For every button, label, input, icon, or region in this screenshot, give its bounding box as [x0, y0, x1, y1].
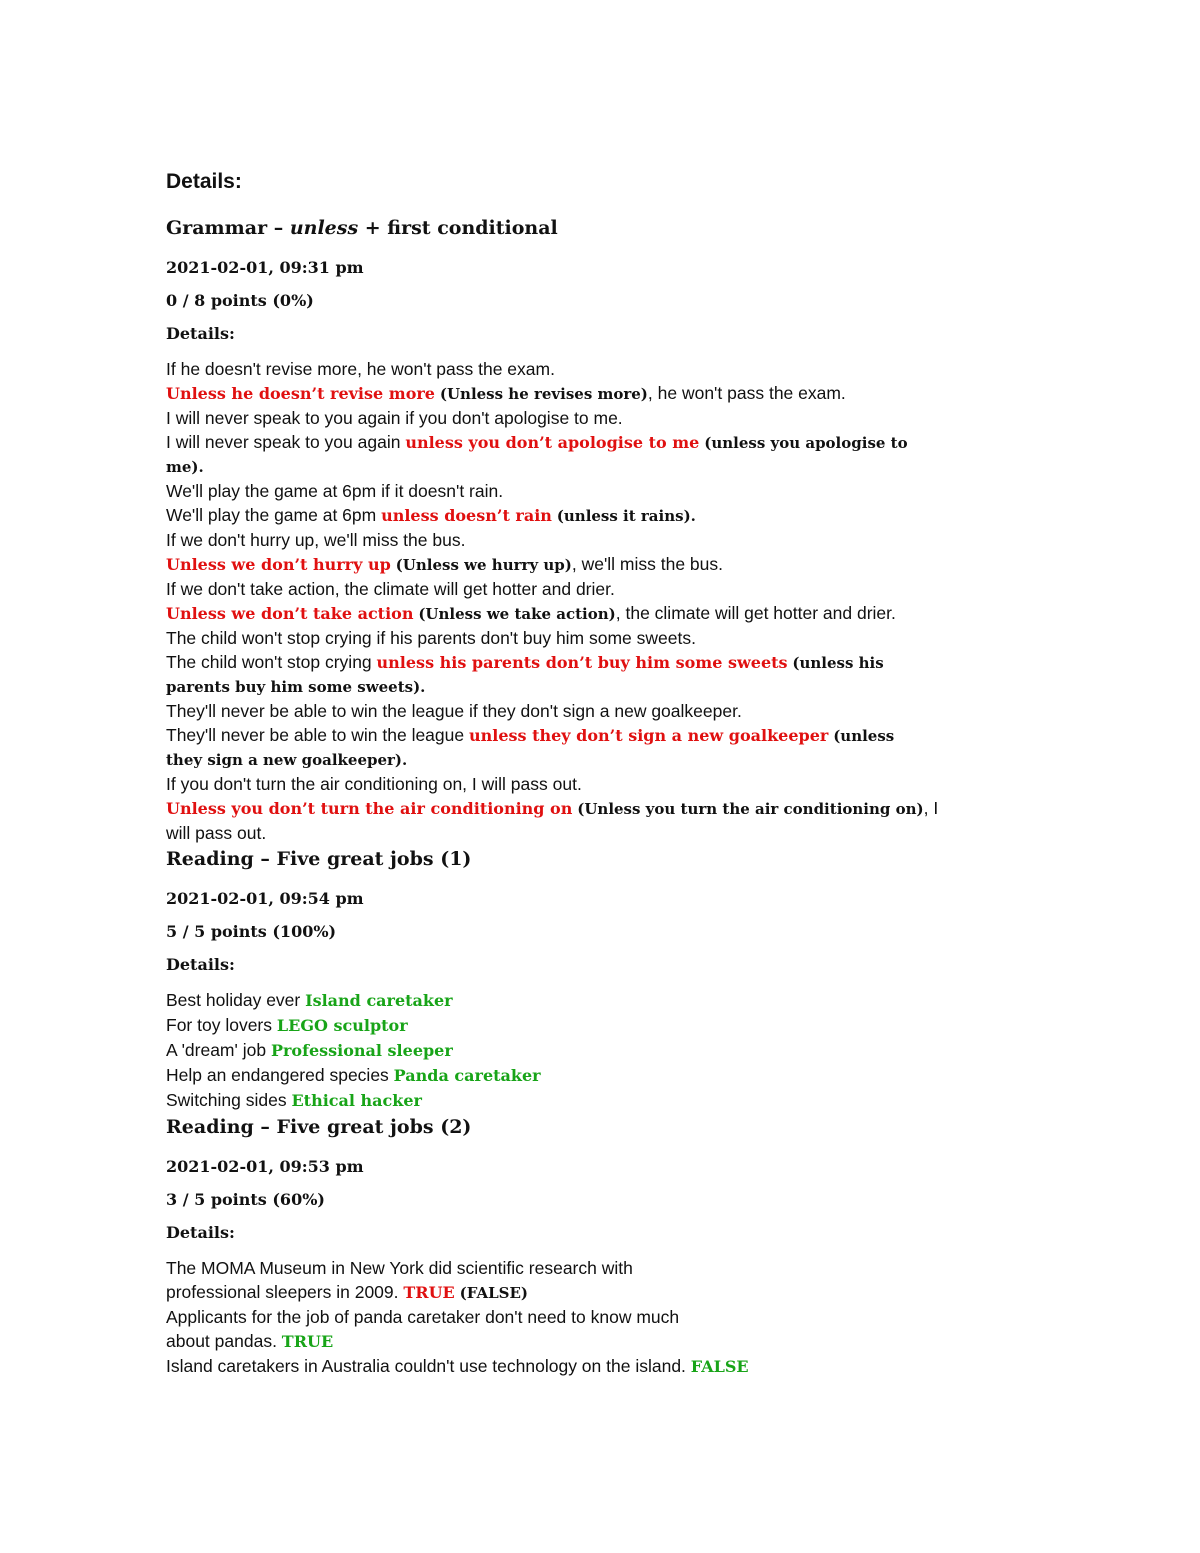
reading1-item: [166, 1088, 1046, 1113]
reading2-q1-line-a: The MOMA Museum in New York did scientific research with: [166, 1258, 633, 1278]
item-prompt: For toy lovers: [166, 1015, 277, 1035]
reading2-section: [166, 1115, 1046, 1379]
wrong-answer: TRUE: [403, 1283, 455, 1302]
line-rest: , we'll miss the bus.: [571, 554, 724, 574]
grammar-line-1: If he doesn't revise more, he won't pass the exam.: [166, 359, 555, 379]
reading1-title: Reading – Five great jobs (1): [166, 848, 472, 870]
right-answer: TRUE: [281, 1332, 334, 1351]
item-prompt: A 'dream' job: [166, 1040, 271, 1060]
line-rest: , I: [923, 798, 939, 818]
item-prompt: Switching sides: [166, 1090, 292, 1110]
wrong-answer: Unless he doesn’t revise more: [166, 384, 435, 403]
grammar-line-12: [166, 650, 1046, 675]
reading1-section: [166, 847, 1046, 1113]
grammar-line-5: We'll play the game at 6pm if it doesn't rain.: [166, 481, 504, 501]
correct-answer: (unless: [833, 727, 895, 745]
reading2-q2-line-a: Applicants for the job of panda caretaker don't need to know much: [166, 1307, 680, 1327]
grammar-line-14: [166, 723, 1046, 748]
grammar-line-2: [166, 381, 1046, 406]
line-pre: We'll play the game at 6pm: [166, 505, 382, 525]
wrong-answer: Unless we don’t hurry up: [166, 555, 391, 574]
item-answer: Professional sleeper: [270, 1041, 453, 1060]
reading2-points: 3 / 5 points (60%): [166, 1190, 325, 1209]
grammar-points: 0 / 8 points (0%): [166, 291, 314, 310]
correct-answer: (Unless we hurry up): [395, 556, 572, 574]
grammar-details-label: Details:: [166, 324, 235, 343]
q-text: Island caretakers in Australia couldn't use technology on the island.: [166, 1356, 691, 1376]
line-rest: , he won't pass the exam.: [647, 383, 846, 403]
item-answer: Island caretaker: [305, 991, 453, 1010]
q-text: professional sleepers in 2009.: [166, 1282, 404, 1302]
reading2-details-label: Details:: [166, 1223, 235, 1242]
wrong-answer: unless they don’t sign a new goalkeeper: [468, 726, 829, 745]
grammar-line-10: [166, 601, 1046, 626]
item-answer: LEGO sculptor: [276, 1016, 408, 1035]
correct-answer: (Unless you turn the air conditioning on): [577, 800, 924, 818]
grammar-title-post: + first conditional: [358, 217, 558, 239]
item-prompt: Help an endangered species: [166, 1065, 394, 1085]
grammar-title-pre: Grammar –: [166, 217, 290, 239]
line-pre: I will never speak to you again: [166, 432, 406, 452]
grammar-line-8: [166, 552, 1046, 577]
reading1-item: [166, 988, 1046, 1013]
reading1-item: [166, 1063, 1046, 1088]
reading1-item: [166, 1013, 1046, 1038]
line-pre: The child won't stop crying: [166, 652, 377, 672]
document-page: [166, 170, 1046, 1381]
item-answer: Panda caretaker: [393, 1066, 541, 1085]
grammar-date: 2021-02-01, 09:31 pm: [166, 258, 364, 277]
correct-answer: (Unless we take action): [418, 605, 616, 623]
grammar-line-13: They'll never be able to win the league if they don't sign a new goalkeeper.: [166, 701, 742, 721]
wrong-answer: unless you don’t apologise to me: [405, 433, 700, 452]
wrong-answer: Unless you don’t turn the air conditioning on: [166, 799, 573, 818]
reading1-item: [166, 1038, 1046, 1063]
grammar-title: [166, 216, 1046, 240]
grammar-line-15: If you don't turn the air conditioning on, I will pass out.: [166, 774, 582, 794]
item-prompt: Best holiday ever: [166, 990, 306, 1010]
grammar-line-4-cont: me).: [166, 458, 204, 476]
grammar-line-11: The child won't stop crying if his parents don't buy him some sweets.: [166, 628, 696, 648]
reading2-lines: [166, 1256, 1046, 1379]
grammar-line-9: If we don't take action, the climate will get hotter and drier.: [166, 579, 615, 599]
grammar-line-4: [166, 430, 1046, 455]
grammar-line-6: [166, 503, 1046, 528]
grammar-line-14-cont: they sign a new goalkeeper).: [166, 751, 408, 769]
wrong-answer: unless doesn’t rain: [381, 506, 552, 525]
grammar-line-12-cont: parents buy him some sweets).: [166, 678, 426, 696]
correct-answer: (unless it rains).: [556, 507, 696, 525]
grammar-line-16-cont: will pass out.: [166, 823, 267, 843]
reading1-date: 2021-02-01, 09:54 pm: [166, 889, 364, 908]
line-rest: , the climate will get hotter and drier.: [615, 603, 896, 623]
reading2-date: 2021-02-01, 09:53 pm: [166, 1157, 364, 1176]
q-text: about pandas.: [166, 1331, 282, 1351]
wrong-answer: Unless we don’t take action: [166, 604, 414, 623]
details-heading: Details:: [166, 170, 242, 193]
correct-answer: (FALSE): [459, 1284, 529, 1302]
right-answer: FALSE: [690, 1357, 749, 1376]
line-pre: They'll never be able to win the league: [166, 725, 469, 745]
grammar-lines: [166, 357, 1046, 845]
grammar-section: [166, 216, 1046, 845]
item-answer: Ethical hacker: [291, 1091, 422, 1110]
reading1-points: 5 / 5 points (100%): [166, 922, 337, 941]
reading2-q2-line-b: [166, 1329, 1046, 1354]
grammar-line-16: [166, 796, 1046, 821]
correct-answer: (unless you apologise to: [704, 434, 908, 452]
reading1-details-label: Details:: [166, 955, 235, 974]
grammar-line-3: I will never speak to you again if you don't apologise to me.: [166, 408, 623, 428]
grammar-line-7: If we don't hurry up, we'll miss the bus.: [166, 530, 466, 550]
reading2-title: Reading – Five great jobs (2): [166, 1116, 472, 1138]
wrong-answer: unless his parents don’t buy him some sweets: [376, 653, 788, 672]
correct-answer: (unless his: [792, 654, 884, 672]
grammar-title-italic: unless: [289, 217, 359, 239]
correct-answer: (Unless he revises more): [439, 385, 648, 403]
reading2-q1-line-b: [166, 1280, 1046, 1305]
reading2-q3-line: [166, 1354, 1046, 1379]
reading1-lines: [166, 988, 1046, 1113]
